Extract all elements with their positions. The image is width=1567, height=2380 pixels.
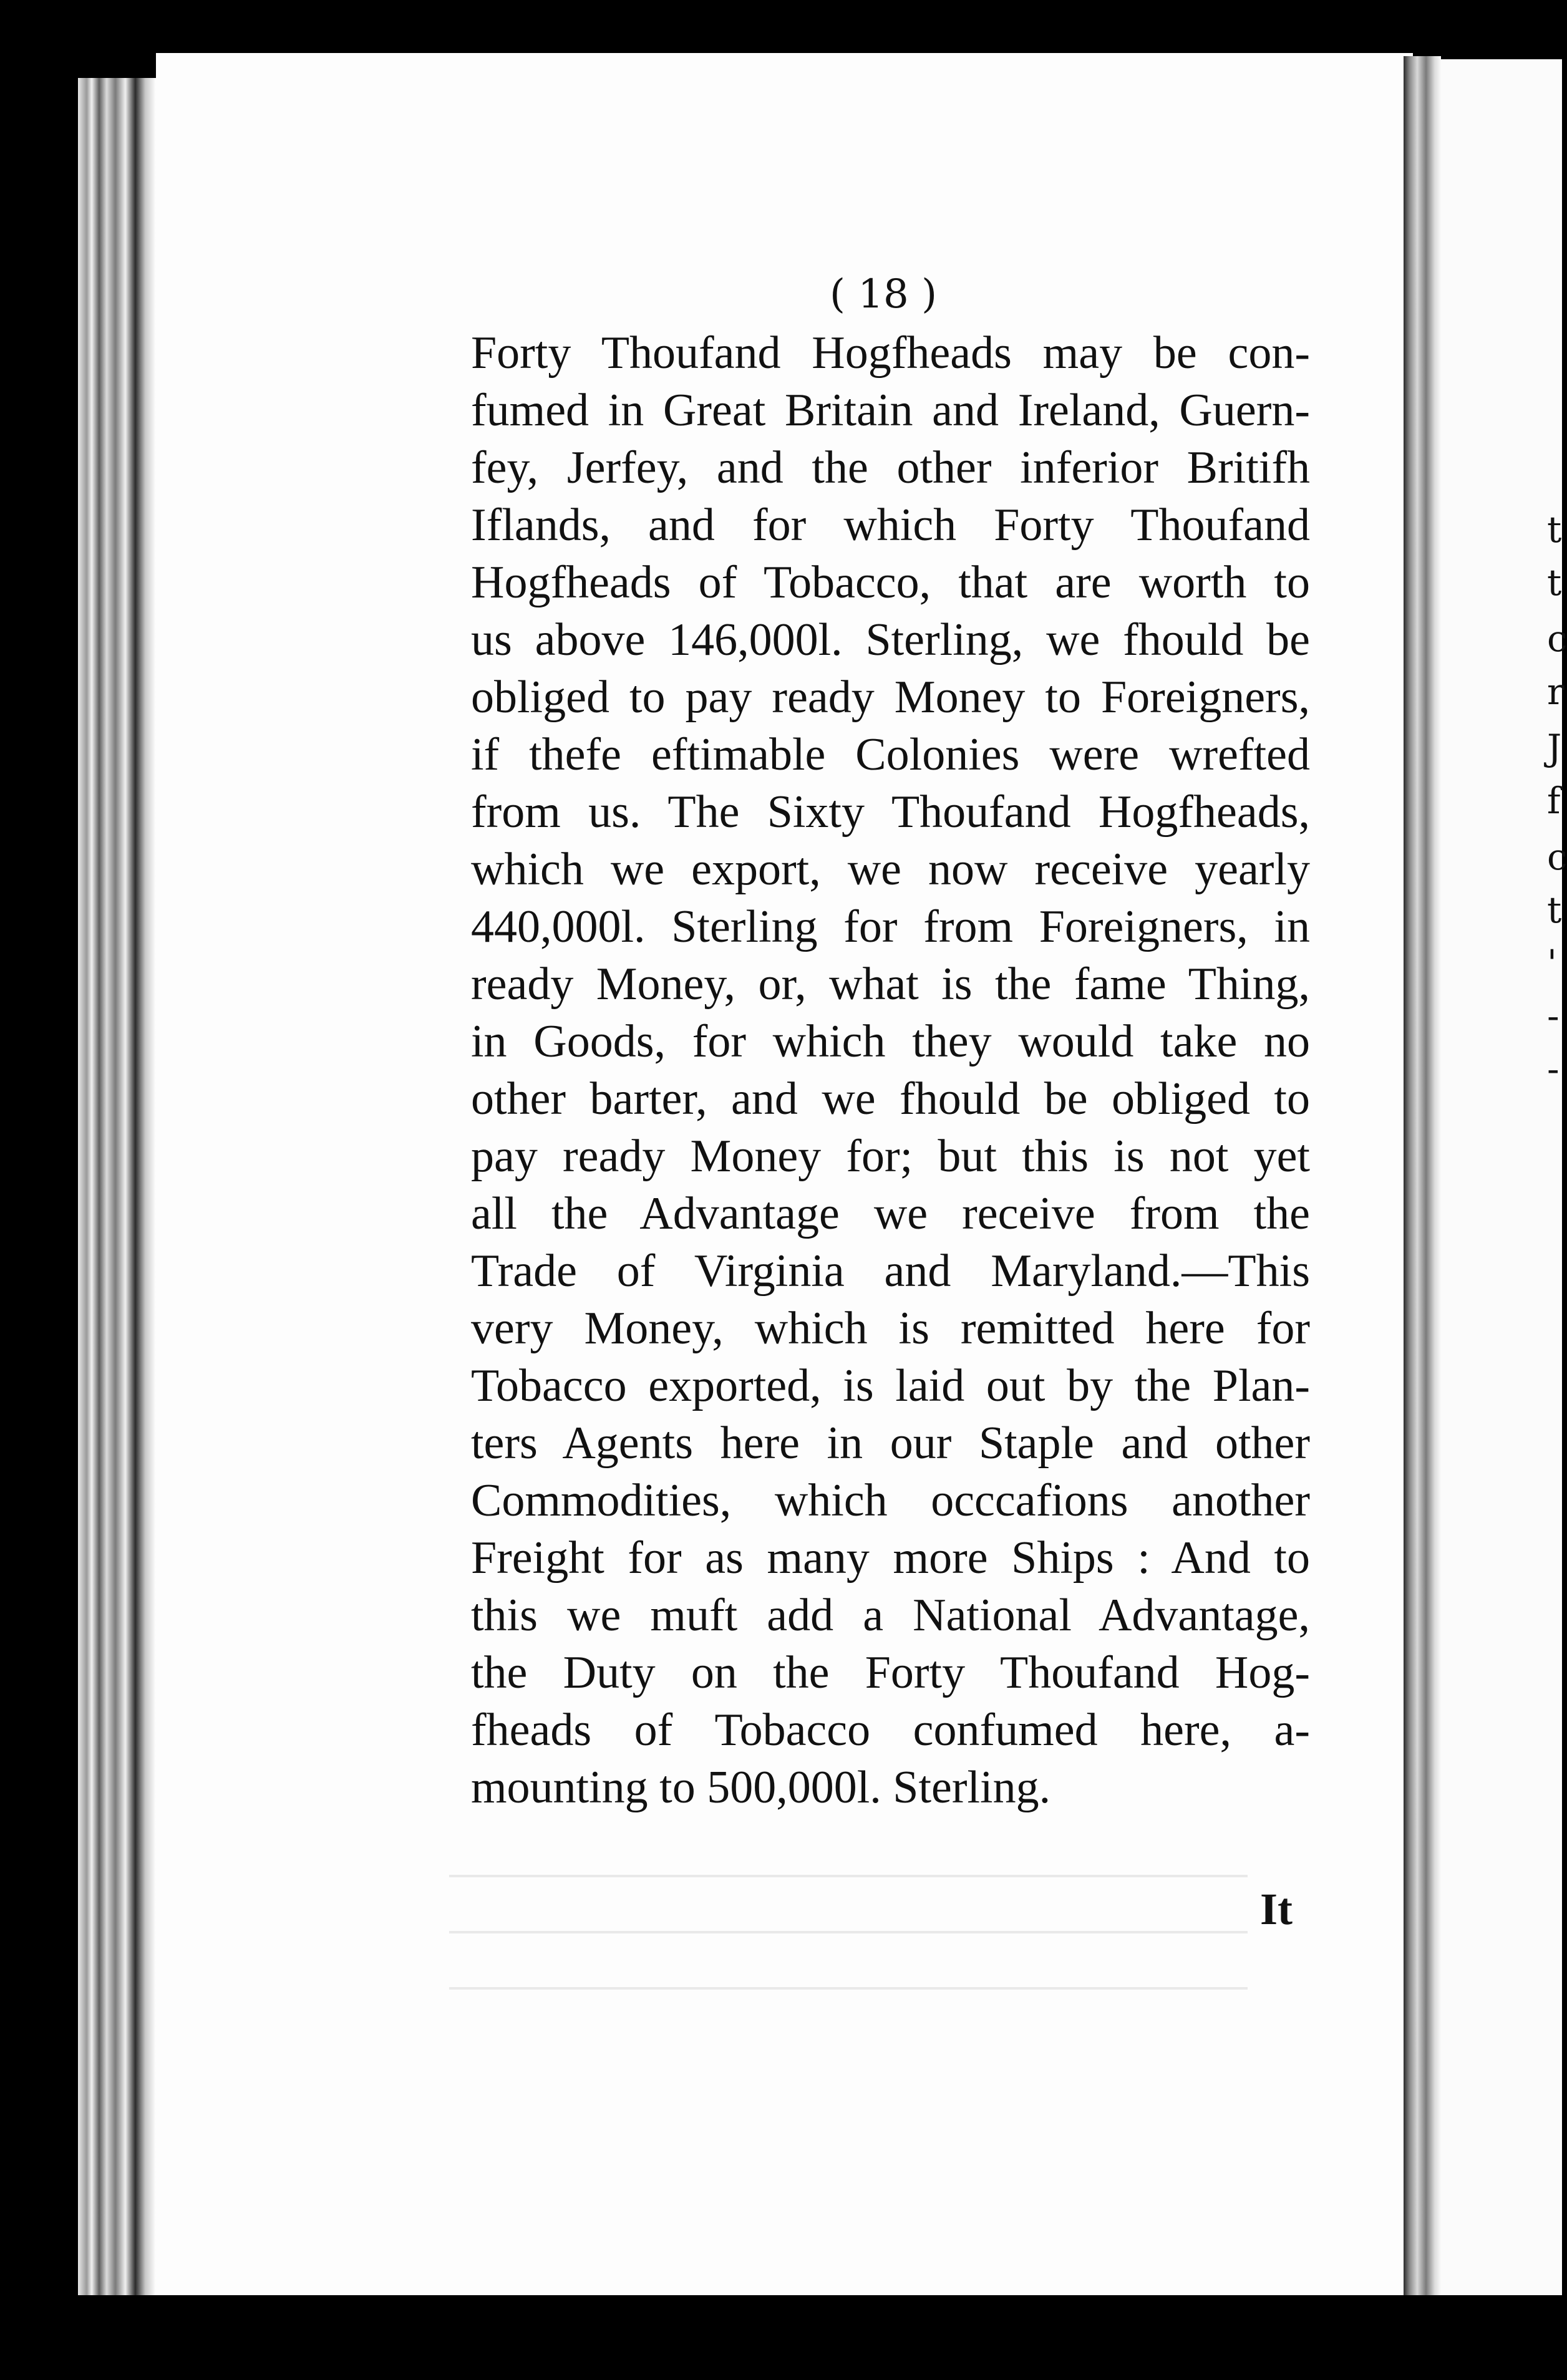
text-line: Trade of Virginia and Maryland.—This [471, 1246, 1310, 1297]
text-line: fheads of Tobacco confumed here, a- [471, 1705, 1310, 1756]
adjacent-page-fragment: t [1547, 561, 1562, 604]
adjacent-page-fragment: - [1547, 995, 1560, 1037]
catchword: It [1260, 1884, 1293, 1934]
text-line: 440,000l. Sterling for from Foreigners, in [471, 901, 1310, 952]
gutter-shadow [1404, 56, 1441, 2295]
text-line: ready Money, or, what is the fame Thing, [471, 959, 1310, 1010]
text-line: pay ready Money for; but this is not yet [471, 1131, 1310, 1182]
text-line: all the Advantage we receive from the [471, 1188, 1310, 1239]
adjacent-page-fragment: J [1547, 727, 1562, 769]
adjacent-page-fragment: r [1547, 670, 1565, 713]
text-line: Freight for as many more Ships : And to [471, 1532, 1310, 1584]
adjacent-page-fragment: ' [1547, 942, 1557, 984]
text-line: ters Agents here in our Staple and other [471, 1418, 1310, 1469]
text-line: this we muft add a National Advantage, [471, 1590, 1310, 1641]
show-through-text [449, 1840, 1248, 1990]
adjacent-page-fragment: - [1547, 1048, 1560, 1090]
adjacent-page [1441, 59, 1567, 2295]
text-line: other barter, and we fhould be obliged to [471, 1073, 1310, 1125]
text-line: obliged to pay ready Money to Foreigners, [471, 672, 1310, 723]
text-line: Iflands, and for which Forty Thoufand [471, 500, 1310, 551]
text-line: in Goods, for which they would take no [471, 1016, 1310, 1067]
text-line: very Money, which is remitted here for [471, 1303, 1310, 1354]
text-line: fumed in Great Britain and Ireland, Guern- [471, 385, 1310, 436]
adjacent-page-fragment: t [1547, 508, 1562, 551]
page-number: ( 18 ) [830, 271, 938, 317]
text-line: Forty Thoufand Hogfheads may be con- [471, 327, 1310, 379]
text-line: us above 146,000l. Sterling, we fhould be [471, 614, 1310, 665]
text-line: the Duty on the Forty Thoufand Hog- [471, 1647, 1310, 1698]
text-line: fey, Jerfey, and the other inferior Britifh [471, 442, 1310, 493]
text-line: which we export, we now receive yearly [471, 844, 1310, 895]
body-text [471, 324, 1310, 1816]
text-line: from us. The Sixty Thoufand Hogfheads, [471, 786, 1310, 838]
text-line: Commodities, which occcafions another [471, 1475, 1310, 1526]
adjacent-page-fragment: f [1547, 780, 1561, 822]
adjacent-page-fragment: t [1547, 889, 1562, 931]
text-line: mounting to 500,000l. Sterling. [471, 1762, 1051, 1813]
text-line: Hogfheads of Tobacco, that are worth to [471, 557, 1310, 608]
text-line: if thefe eftimable Colonies were wrefted [471, 729, 1310, 780]
adjacent-page-fragment: c [1547, 617, 1567, 660]
text-line: Tobacco exported, is laid out by the Plan- [471, 1360, 1310, 1411]
adjacent-page-fragment: c [1547, 836, 1567, 878]
